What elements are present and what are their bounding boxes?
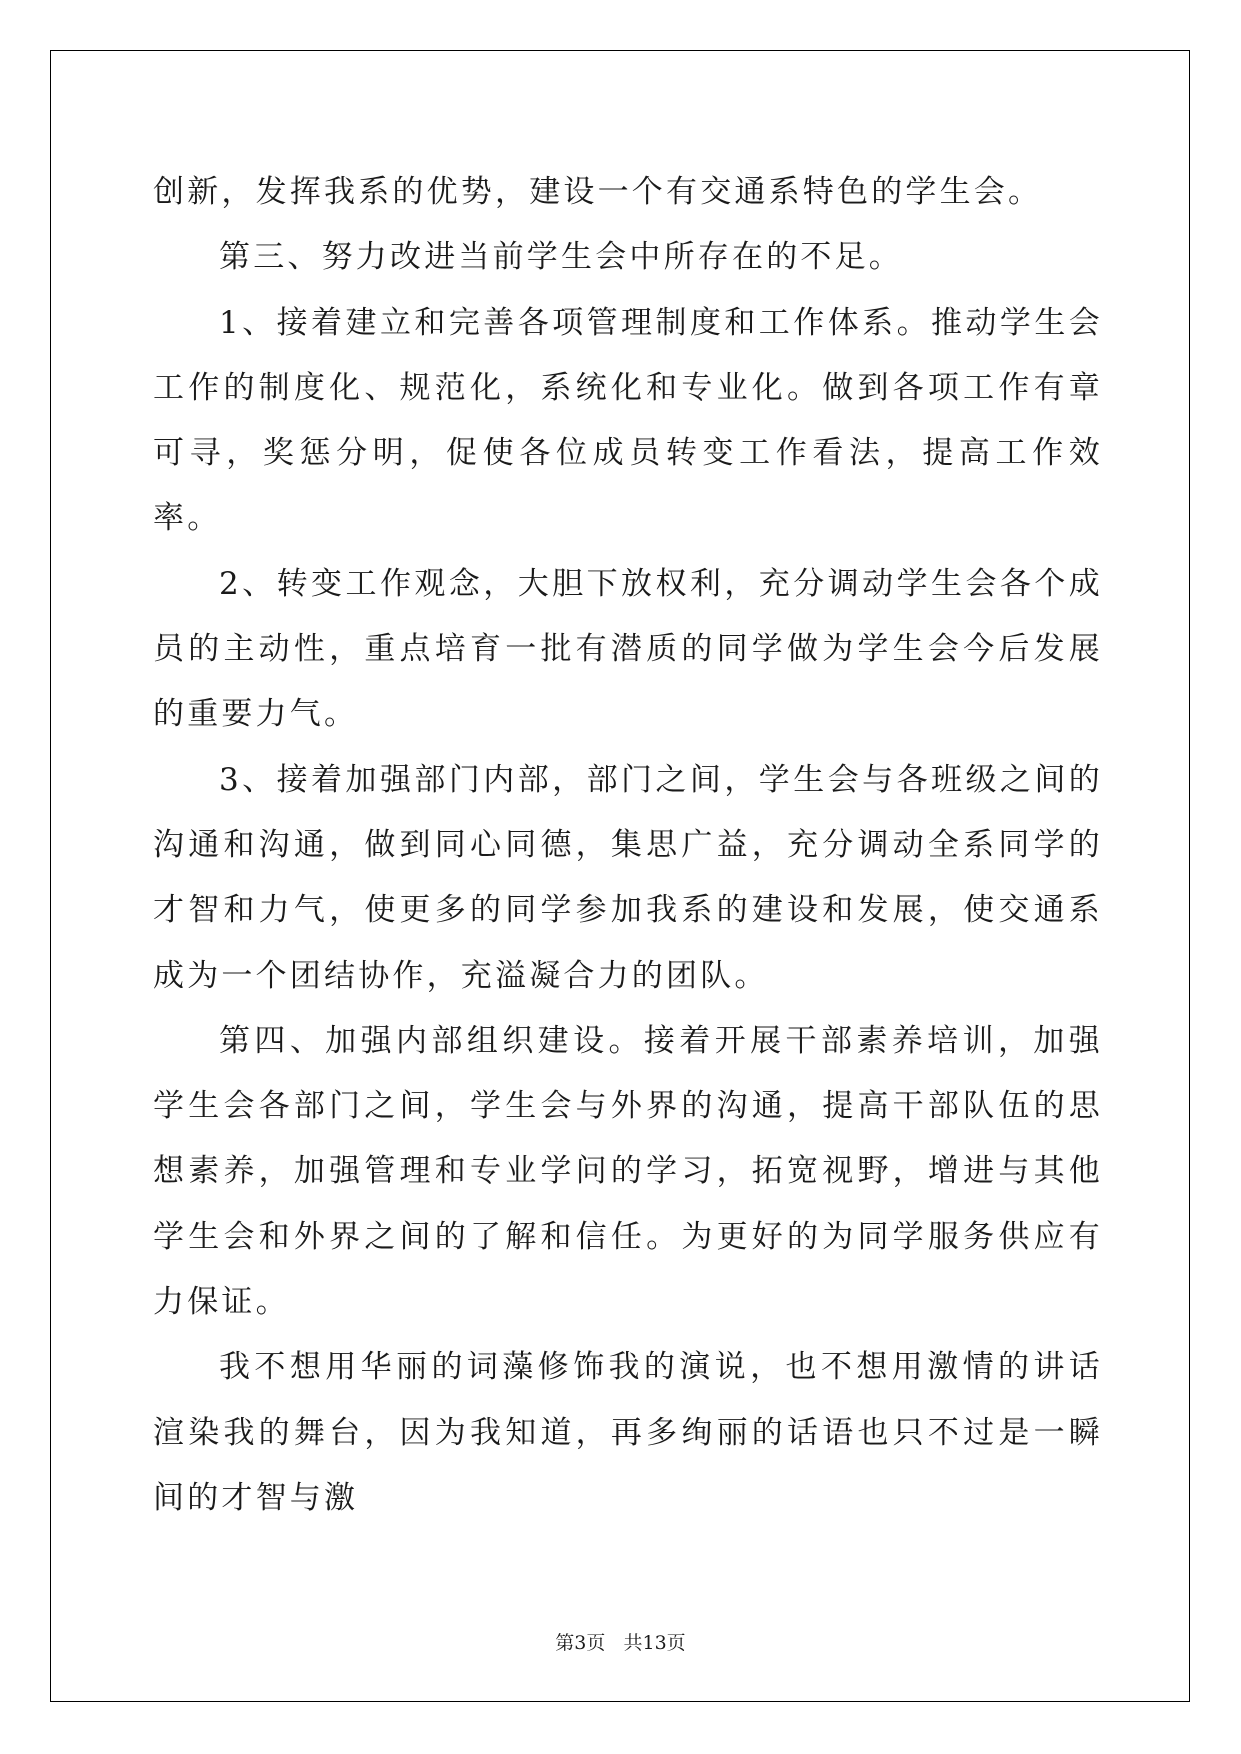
paragraph: 2、转变工作观念，大胆下放权利，充分调动学生会各个成员的主动性，重点培育一批有潜质的同学做为学生会今后发展的重要力气。 — [153, 565, 1103, 733]
paragraph: 第四、加强内部组织建设。接着开展干部素养培训，加强学生会各部门之间，学生会与外界的沟通，提高干部队伍的思想素养，加强管理和专业学问的学习，拓宽视野，增进与其他学生会和外界之间的了解和信任。为更好的为同学服务供应有力保证。 — [153, 1022, 1103, 1321]
paragraph: 第三、努力改进当前学生会中所存在的不足。 — [219, 239, 903, 276]
paragraph: 我不想用华丽的词藻修饰我的演说，也不想用激情的讲话渲染我的舞台，因为我知道，再多绚丽的话语也只不过是一瞬间的才智与激 — [153, 1349, 1103, 1516]
document-body — [153, 160, 1103, 1531]
paragraph: 3、接着加强部门内部，部门之间，学生会与各班级之间的沟通和沟通，做到同心同德，集思广益，充分调动全系同学的才智和力气，使更多的同学参加我系的建设和发展，使交通系成为一个团结协作，充溢凝合力的团队。 — [153, 761, 1103, 994]
paragraph: 1、接着建立和完善各项管理制度和工作体系。推动学生会工作的制度化、规范化，系统化和专业化。做到各项工作有章可寻，奖惩分明，促使各位成员转变工作看法，提高工作效率。 — [153, 304, 1103, 537]
paragraph: 创新，发挥我系的优势，建设一个有交通系特色的学生会。 — [153, 174, 1043, 210]
page-number-footer: 第3页 共13页 — [555, 1632, 686, 1654]
